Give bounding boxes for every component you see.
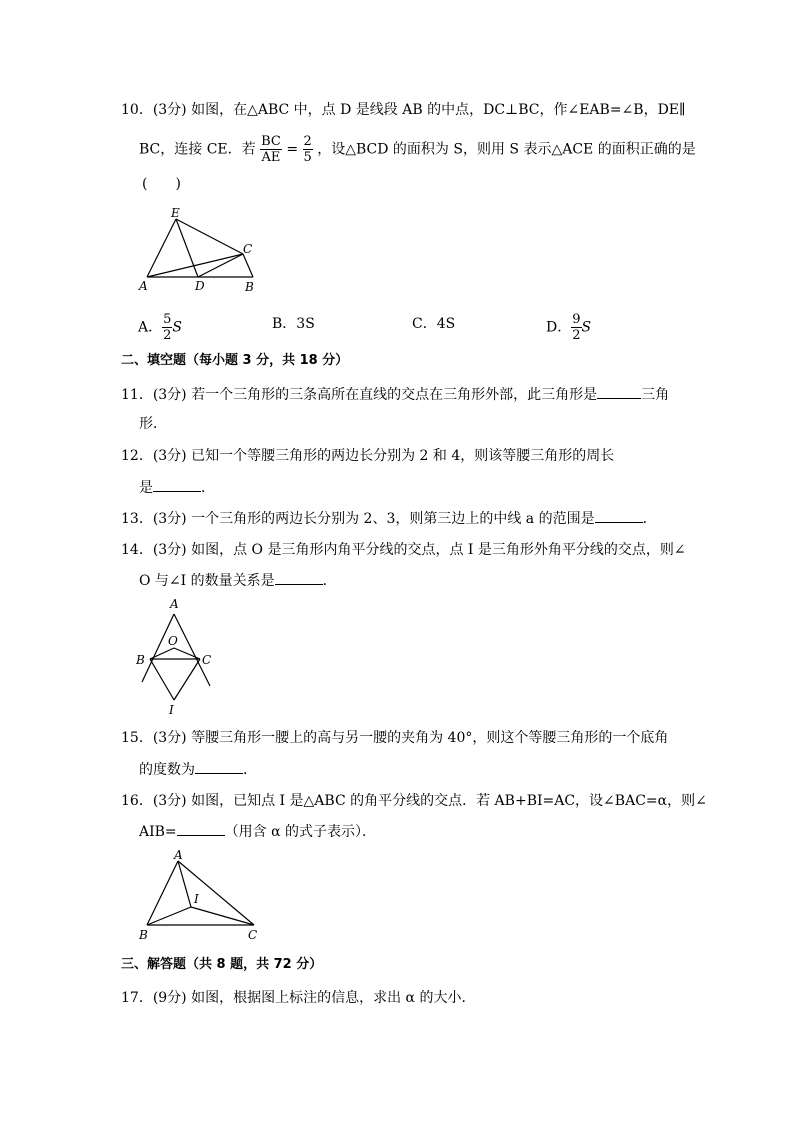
section-title-fill-blank: 二、填空题（每小题 3 分，共 18 分）	[121, 353, 349, 368]
answer-blank	[153, 477, 201, 492]
label-a: A	[170, 597, 179, 611]
q10-line1: 10．(3分) 如图，在△ABC 中，点 D 是线段 AB 的中点，DC⊥BC，作∠EAB=∠B，DE∥	[121, 102, 686, 118]
answer-blank	[177, 821, 225, 836]
q10-line2	[139, 134, 696, 165]
q16-line1: 16．(3分) 如图，已知点 I 是△ABC 的角平分线的交点．若 AB+BI=AC，设∠BAC=α，则∠	[121, 793, 707, 809]
answer-blank	[275, 570, 323, 585]
q10-line2-start: BC，连接 CE．若	[139, 141, 256, 158]
label-a: A	[139, 279, 148, 293]
q12-line2: 是 ．	[139, 477, 215, 498]
q15-line1: 15．(3分) 等腰三角形一腰上的高与另一腰的夹角为 40°，则这个等腰三角形的一个底角	[121, 730, 669, 746]
q15-line2: 的度数为 ．	[139, 759, 257, 780]
q14-line1: 14．(3分) 如图，点 O 是三角形内角平分线的交点，点 I 是三角形外角平分线的交点，则∠	[121, 542, 686, 558]
q14-figure	[132, 596, 222, 718]
q13-line1: 13．(3分) 一个三角形的两边长分别为 2、3，则第三边上的中线 a 的范围是 ．	[121, 508, 657, 529]
label-i: I	[194, 892, 199, 906]
fraction-bc-ae: $\frac{BC}{AE}$	[261, 134, 281, 165]
q11-line2: 形．	[139, 416, 167, 432]
option-d: D． $\frac{9}{2}$ S	[546, 312, 592, 343]
label-e: E	[171, 206, 180, 220]
q12-line1: 12．(3分) 已知一个等腰三角形的两边长分别为 2 和 4，则该等腰三角形的周长	[121, 448, 615, 464]
label-c: C	[248, 928, 258, 942]
q14-line2: O 与∠I 的数量关系是 ．	[139, 570, 337, 591]
q17-line1: 17．(9分) 如图，根据图上标注的信息，求出 α 的大小．	[121, 990, 476, 1006]
label-b: B	[245, 280, 254, 294]
q10-answer-bracket: ( )	[142, 176, 181, 192]
option-a: A． $\frac{5}{2}$ S	[138, 312, 182, 343]
label-a: A	[174, 848, 183, 862]
label-c: C	[202, 653, 212, 667]
q10-figure	[135, 203, 265, 298]
label-b: B	[139, 928, 148, 942]
equals-sign: =	[286, 141, 299, 158]
label-i: I	[169, 703, 174, 717]
answer-blank	[595, 508, 643, 523]
q11-line1: 11．(3分) 若一个三角形的三条高所在直线的交点在三角形外部，此三角形是 三角	[121, 384, 669, 405]
answer-blank	[195, 759, 243, 774]
option-b: B．3S	[272, 316, 315, 332]
label-d: D	[195, 279, 205, 293]
label-o: O	[168, 634, 178, 648]
answer-blank	[597, 384, 641, 399]
label-c: C	[243, 242, 253, 256]
option-c: C．4S	[412, 316, 456, 332]
fraction-2-5: $\frac{2}{5}$	[303, 134, 312, 165]
section-title-solve: 三、解答题（共 8 题，共 72 分）	[121, 957, 323, 972]
q10-line2-end: ，设△BCD 的面积为 S，则用 S 表示△ACE 的面积正确的是	[317, 141, 696, 158]
q16-line2: AIB= （用含 α 的式子表示）．	[139, 821, 376, 842]
label-b: B	[136, 653, 145, 667]
q16-figure	[134, 847, 264, 943]
